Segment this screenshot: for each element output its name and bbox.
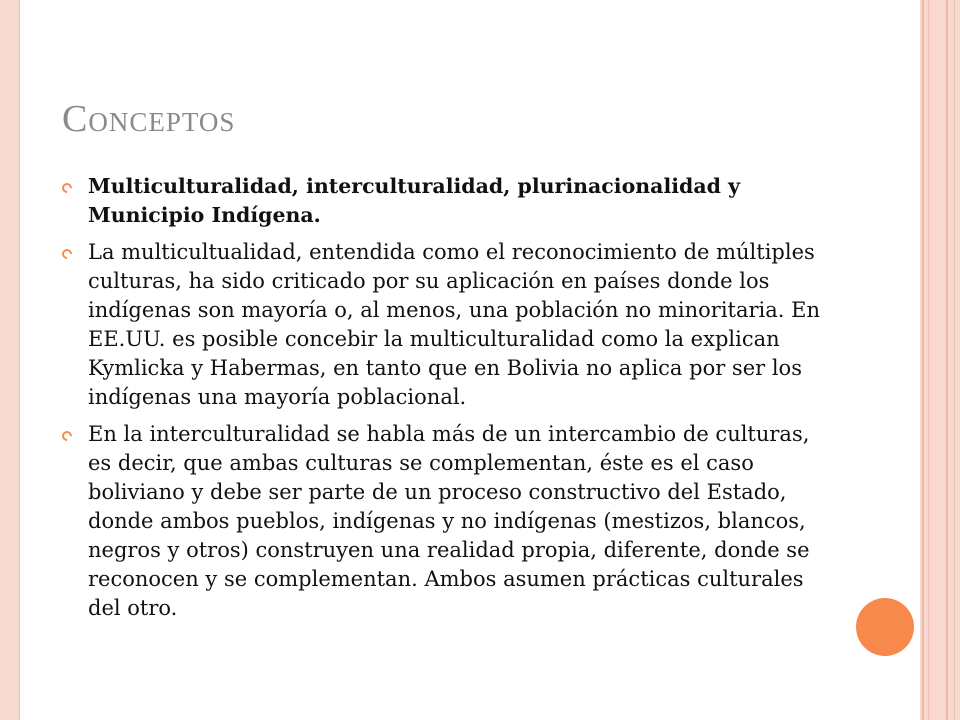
- bullet-list: [62, 172, 832, 631]
- bullet-text: En la interculturalidad se habla más de un intercambio de culturas, es decir, que ambas culturas se complementan, éste es el caso boliviano y debe ser parte de un proceso constructivo del Estado, donde ambos pueblos, indígenas y no indígenas (mestizos, blancos, negros y otros) construyen una realidad propia, diferente, donde se reconocen y se complementan. Ambos asumen prácticas culturales del otro.: [88, 422, 810, 620]
- page-dot-icon: [856, 598, 914, 656]
- frame-stripe: [954, 0, 955, 720]
- bullet-item: [62, 172, 832, 230]
- frame-stripe: [928, 0, 929, 720]
- bullet-ring-icon: [60, 247, 74, 261]
- bullet-item: [62, 420, 832, 623]
- frame-stripe: [946, 0, 948, 720]
- slide-frame-right: [920, 0, 960, 720]
- frame-stripe: [922, 0, 924, 720]
- bullet-ring-icon: [60, 181, 74, 195]
- slide-frame-left: [0, 0, 20, 720]
- bullet-text: La multicultualidad, entendida como el reconocimiento de múltiples culturas, ha sido criticado por su aplicación en países donde los indígenas son mayoría o, al menos, una población no minoritaria. En EE.UU. es posible concebir la multiculturalidad como la explican Kymlicka y Habermas, en tanto que en Bolivia no aplica por ser los indígenas una mayoría poblacional.: [88, 240, 820, 409]
- bullet-text: Multiculturalidad, interculturalidad, plurinacionalidad y Municipio Indígena.: [88, 174, 741, 227]
- slide-title: Conceptos: [62, 98, 236, 140]
- bullet-item: [62, 238, 832, 412]
- bullet-ring-icon: [60, 429, 74, 443]
